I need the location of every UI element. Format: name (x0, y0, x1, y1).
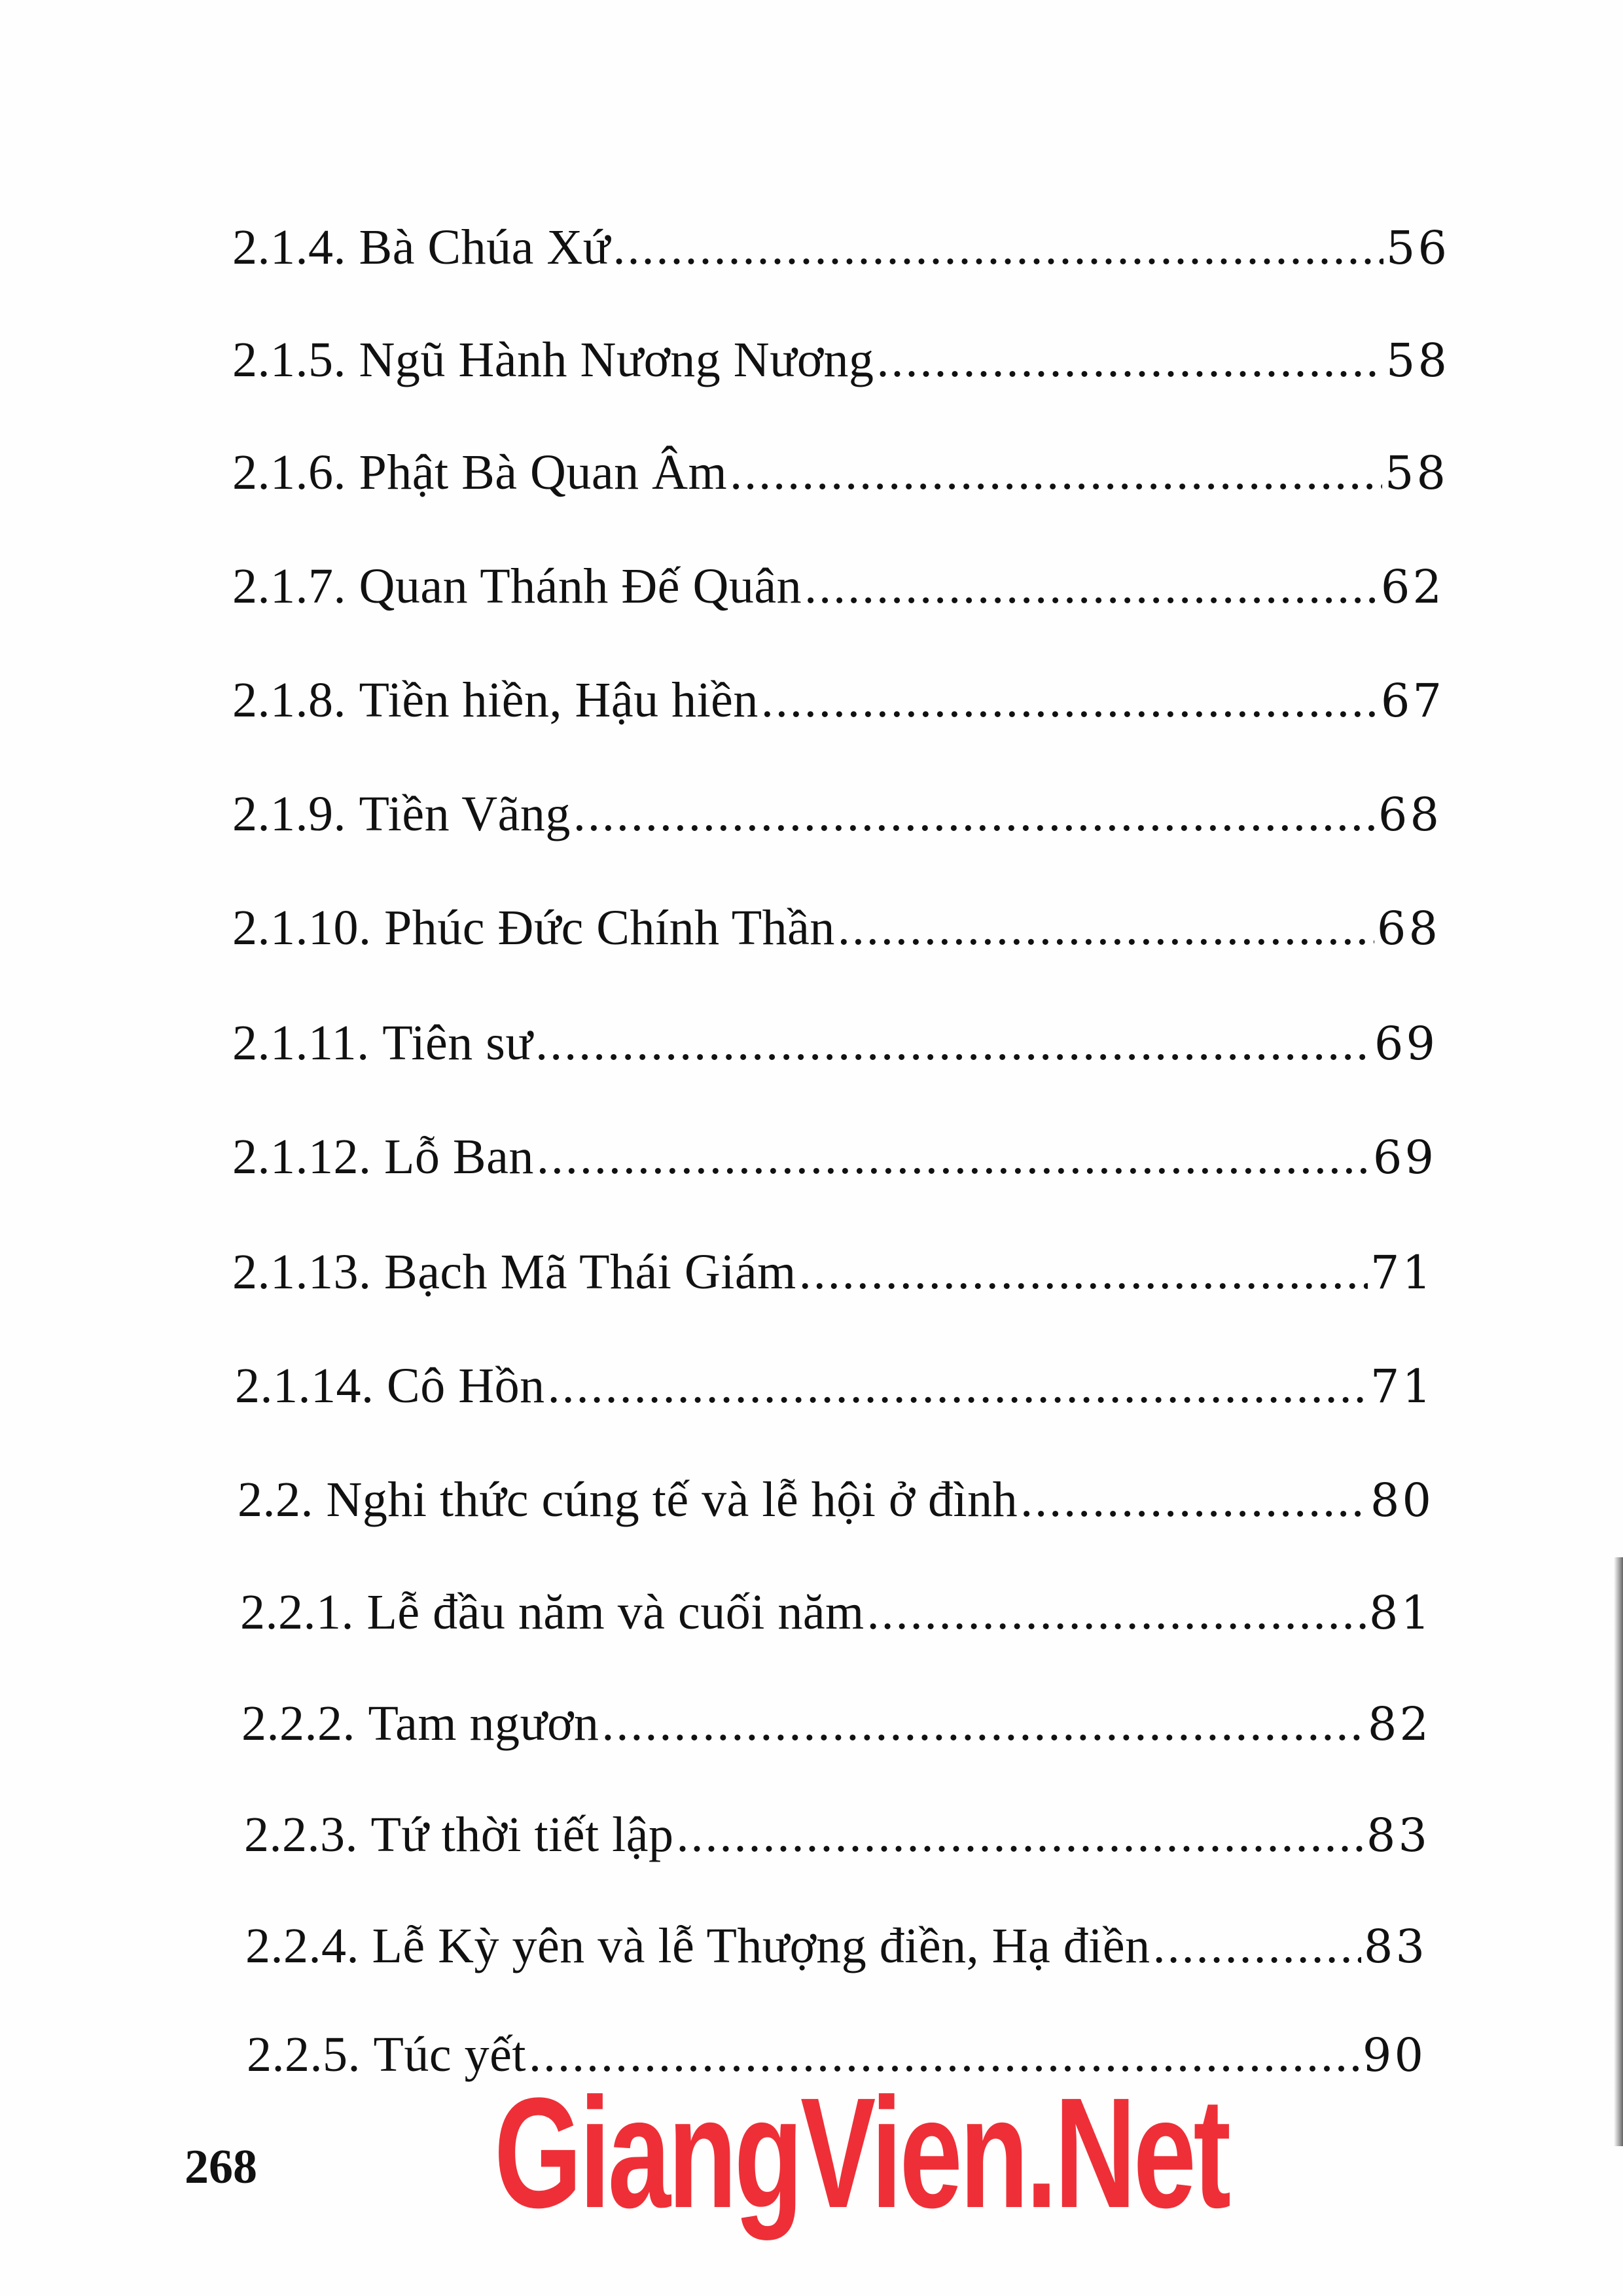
toc-entry-title: Túc yết (373, 2027, 527, 2082)
toc-entry-title: Phật Bà Quan Âm (359, 445, 728, 500)
dot-leader (573, 789, 1376, 839)
dot-leader (676, 1810, 1363, 1860)
toc-entry-title: Tứ thời tiết lập (370, 1807, 674, 1862)
toc-entry-title: Tiền Vãng (359, 786, 571, 841)
toc-entry (232, 1247, 1434, 1297)
toc-entry-number: 2.1.7. (232, 559, 346, 614)
toc-entry-title: Tiên sư (382, 1016, 533, 1070)
dot-leader (601, 1699, 1365, 1748)
toc-entry-number: 2.1.9. (232, 786, 346, 841)
toc-entry (232, 559, 1444, 614)
toc-entry-title: Cô Hồn (387, 1358, 545, 1413)
toc-entry (232, 786, 1442, 841)
toc-entry (241, 1696, 1431, 1751)
toc-entry-title: Nghi thức cúng tế và lễ hội ở đình (326, 1472, 1018, 1527)
dot-leader (877, 335, 1383, 385)
toc-entry-page: 83 (1363, 1920, 1427, 1973)
toc-entry-page: 83 (1366, 1809, 1430, 1862)
toc-entry-number: 2.1.13. (232, 1245, 372, 1299)
dot-leader (1153, 1921, 1361, 1971)
toc-entry (244, 1807, 1430, 1862)
dot-leader (799, 1247, 1368, 1297)
toc-entry-number: 2.1.5. (232, 332, 346, 387)
toc-entry (232, 1018, 1438, 1068)
toc-entry-number: 2.1.11. (232, 1016, 370, 1070)
toc-entry-page: 81 (1368, 1586, 1433, 1640)
toc-entry-page: 69 (1374, 1017, 1438, 1070)
toc-entry-title: Bà Chúa Xứ (359, 220, 611, 275)
toc-entry (245, 1918, 1427, 1973)
dot-leader (535, 1018, 1372, 1068)
watermark-logo: GiangVien.Net (494, 2065, 1228, 2240)
toc-entry-title: Lỗ Ban (384, 1129, 534, 1184)
toc-entry-number: 2.1.4. (232, 220, 346, 275)
dot-leader (1020, 1475, 1368, 1525)
toc-entry-number: 2.1.14. (235, 1358, 374, 1413)
toc-entry-page: 56 (1385, 221, 1450, 275)
toc-entry-number: 2.2. (238, 1472, 313, 1527)
dot-leader (838, 903, 1374, 953)
toc-entry (232, 900, 1440, 955)
dot-leader (537, 1132, 1370, 1182)
toc-entry-number: 2.2.1. (240, 1585, 354, 1640)
toc-entry-page: 68 (1378, 788, 1442, 841)
dot-leader (548, 1361, 1368, 1411)
toc-entry-title: Quan Thánh Đế Quân (359, 559, 802, 614)
toc-entry-number: 2.1.8. (232, 673, 346, 728)
dot-leader (804, 561, 1378, 611)
toc-entry-page: 68 (1376, 902, 1440, 955)
toc-entry (232, 332, 1450, 387)
toc-entry-page: 67 (1380, 674, 1444, 728)
toc-entry-title: Phúc Đức Chính Thần (384, 900, 835, 955)
toc-entry-page: 82 (1367, 1697, 1431, 1751)
toc-entry-title: Bạch Mã Thái Giám (384, 1245, 796, 1299)
page-number: 268 (185, 2140, 257, 2194)
toc-entry-title: Tam ngươn (368, 1696, 599, 1751)
toc-entry (232, 1129, 1436, 1184)
toc-entry-number: 2.1.6. (232, 445, 346, 500)
toc-entry-number: 2.2.5. (247, 2027, 361, 2082)
toc-entry (232, 445, 1448, 500)
toc-entry-title: Lễ đầu năm và cuối năm (366, 1585, 865, 1640)
toc-section-heading (238, 1472, 1434, 1527)
toc-entry-number: 2.2.4. (245, 1918, 359, 1973)
toc-entry-page: 58 (1385, 334, 1450, 387)
toc-entry-title: Lễ Kỳ yên và lễ Thượng điền, Hạ điền (372, 1918, 1150, 1973)
toc-entry-page: 90 (1362, 2028, 1426, 2082)
toc-entry (240, 1585, 1433, 1640)
toc-entry-number: 2.2.3. (244, 1807, 358, 1862)
page-edge-shadow (1614, 1557, 1623, 2146)
toc-entry-page: 71 (1370, 1246, 1434, 1299)
dot-leader (613, 222, 1383, 272)
toc-entry-page: 69 (1372, 1131, 1436, 1184)
toc-entry-page: 80 (1370, 1474, 1434, 1527)
toc-entry (232, 220, 1450, 275)
toc-entry-title: Ngũ Hành Nương Nương (359, 332, 874, 387)
toc-entry-page: 58 (1384, 446, 1448, 500)
toc-entry-number: 2.1.10. (232, 900, 372, 955)
toc-entry-page: 62 (1380, 560, 1444, 614)
toc-entry-number: 2.2.2. (241, 1696, 355, 1751)
toc-entry-title: Tiền hiền, Hậu hiền (359, 673, 758, 728)
toc-entry-number: 2.1.12. (232, 1129, 372, 1184)
toc-entry (235, 1358, 1434, 1413)
dot-leader (867, 1587, 1366, 1637)
toc-entry (232, 673, 1444, 728)
dot-leader (730, 448, 1382, 497)
dot-leader (761, 675, 1378, 725)
toc-entry-page: 71 (1370, 1360, 1434, 1413)
